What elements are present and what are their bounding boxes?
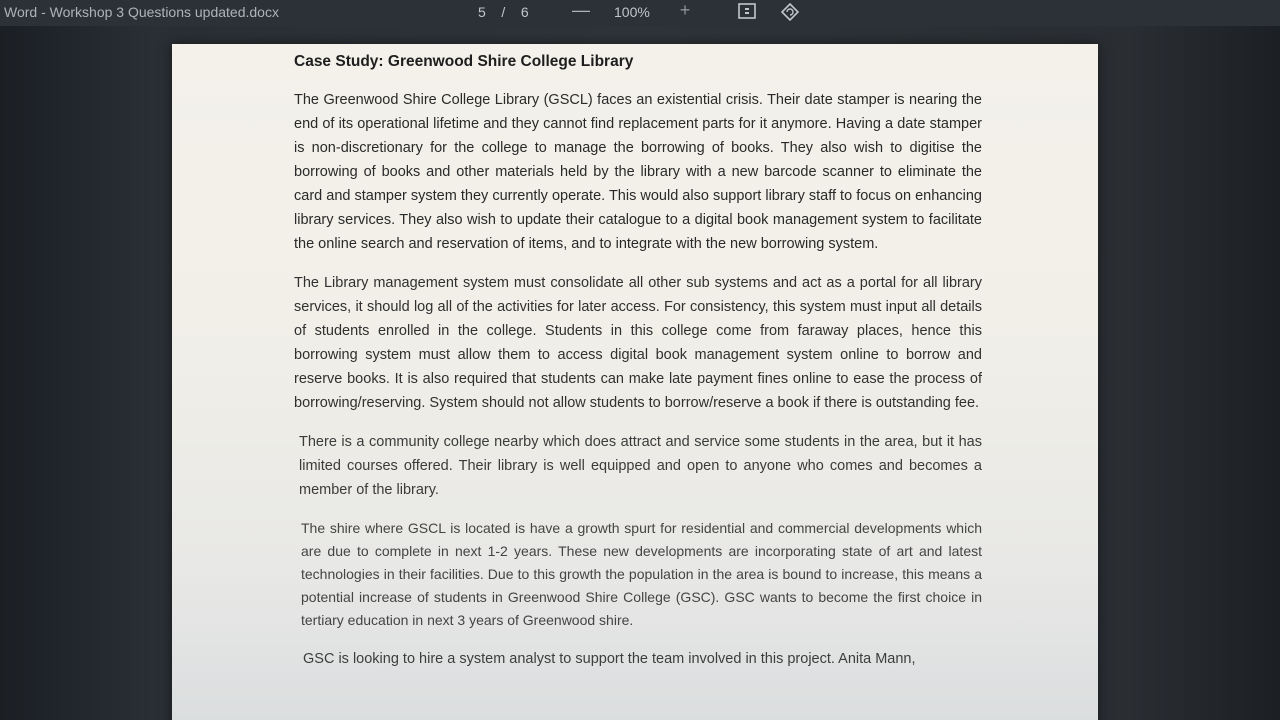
zoom-in-button[interactable]: +: [679, 0, 691, 20]
rotate-icon: [780, 2, 800, 22]
rotate-button[interactable]: [780, 2, 800, 22]
paragraph-5: GSC is looking to hire a system analyst to support the team involved in this project. Anita Mann,: [303, 651, 916, 667]
document-content: [294, 50, 982, 686]
fit-to-page-button[interactable]: [738, 3, 756, 19]
zoom-out-button[interactable]: —: [572, 0, 590, 20]
page-indicator: [478, 4, 529, 20]
zoom-level: 100%: [614, 4, 650, 20]
document-page: [172, 44, 1098, 720]
paragraph-1: The Greenwood Shire College Library (GSCL) faces an existential crisis. Their date stamper is nearing the end of its operational lifetime and they cannot find replacement parts for it anymore. Having a date stamper is non-discretionary for the college to manage the borrowing of books. They also wish to digitise the borrowing of books and other materials held by the library with a new barcode scanner to eliminate the card and stamper system they currently operate. This would also support library staff to focus on enhancing library services. They also wish to update their catalogue to a digital book management system to facilitate the online search and reservation of items, and to integrate with the new borrowing system.: [294, 92, 982, 252]
total-pages: 6: [520, 4, 529, 20]
viewer-toolbar: [0, 0, 1280, 26]
fit-page-icon: [738, 3, 756, 19]
paragraph-4: The shire where GSCL is located is have a growth spurt for residential and commercial developments which are due to complete in next 1-2 years. These new developments are incorporating state of art and latest technologies in their facilities. Due to this growth the population in the area is bound to increase, this means a potential increase of students in Greenwood Shire College (GSC). GSC wants to become the first choice in tertiary education in next 3 years of Greenwood shire.: [301, 520, 982, 628]
paragraph-3: There is a community college nearby which does attract and service some students in the area, but it has limited courses offered. Their library is well equipped and open to anyone who comes and becomes a member of the library.: [299, 434, 982, 498]
page-separator: /: [501, 4, 506, 20]
paragraph-2: The Library management system must consolidate all other sub systems and act as a portal for all library services, it should log all of the activities for later access. For consistency, this system must input all details of students enrolled in the college. Students in this college come from faraway places, hence this borrowing system must allow them to access digital book management system online to borrow and reserve books. It is also required that students can make late payment fines online to ease the process of borrowing/reserving. System should not allow students to borrow/reserve a book if there is outstanding fee.: [294, 275, 982, 411]
window-title: Word - Workshop 3 Questions updated.docx: [4, 4, 279, 20]
case-study-heading: Case Study: Greenwood Shire College Library: [294, 53, 634, 70]
current-page-number[interactable]: 5: [478, 4, 486, 20]
